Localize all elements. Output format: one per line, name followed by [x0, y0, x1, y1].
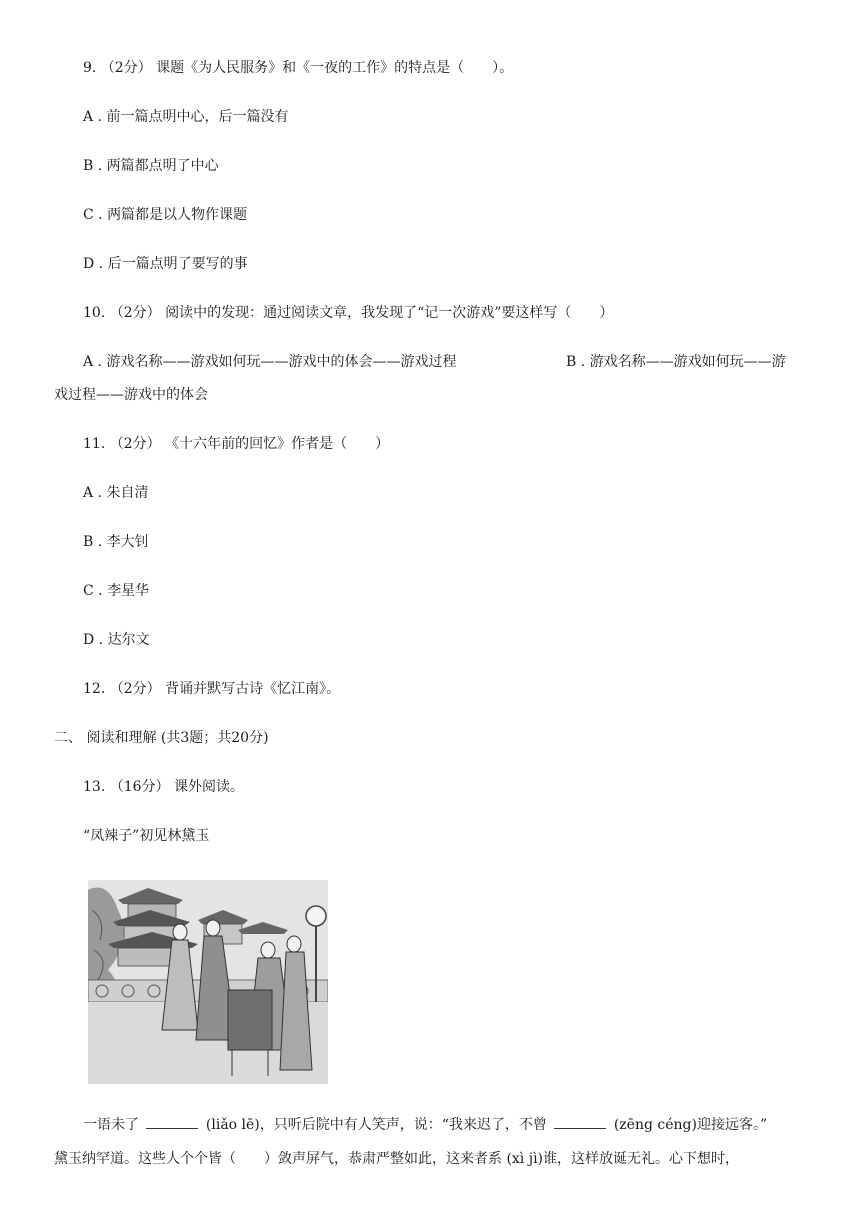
- passage-paragraph-line-1: [83, 1114, 767, 1135]
- passage-segment-3: (zēng céng)迎接远客。”: [613, 1117, 768, 1133]
- q11-option-d: D . 达尔文: [83, 632, 150, 648]
- q11-option-b: B . 李大钊: [83, 534, 149, 550]
- q9-option-a: A . 前一篇点明中心，后一篇没有: [83, 109, 289, 125]
- q10-option-b-continued: 戏过程——游戏中的体会: [54, 387, 208, 403]
- q10-stem: 10. （2分） 阅读中的发现：通过阅读文章，我发现了“记一次游戏”要这样写（ ）: [83, 305, 614, 321]
- passage-illustration: [88, 880, 328, 1084]
- q9-stem: 9. （2分） 课题《为人民服务》和《一夜的工作》的特点是（ ）。: [83, 60, 514, 76]
- q9-option-d: D . 后一篇点明了要写的事: [83, 256, 248, 272]
- passage-segment-2: (liǎo lē)，只听后院中有人笑声，说：“我来迟了，不曾: [205, 1117, 547, 1133]
- passage-segment-1: 一语未了: [83, 1117, 139, 1133]
- q11-stem: 11. （2分） 《十六年前的回忆》作者是（ ）: [83, 436, 390, 452]
- q10-option-a: A . 游戏名称——游戏如何玩——游戏中的体会——游戏过程: [83, 354, 457, 370]
- q12-stem: 12. （2分） 背诵并默写古诗《忆江南》。: [83, 681, 341, 697]
- q9-option-c: C . 两篇都是以人物作课题: [83, 207, 248, 223]
- q9-option-b: B . 两篇都点明了中心: [83, 158, 219, 174]
- passage-paragraph-line-2: 黛玉纳罕道。这些人个个皆（ ）敛声屏气，恭肃严整如此，这来者系 (xì jì)谁，这样放诞无礼。心下想时，: [54, 1151, 740, 1167]
- blank-zeng[interactable]: [554, 1114, 606, 1129]
- passage-title: “凤辣子”初见林黛玉: [83, 828, 210, 844]
- q11-option-a: A . 朱自清: [83, 485, 149, 501]
- illustration-drawing: [88, 880, 328, 1084]
- section-2-title: 二、 阅读和理解 (共3题；共20分): [54, 730, 269, 746]
- blank-liao[interactable]: [146, 1114, 198, 1129]
- q13-stem: 13. （16分） 课外阅读。: [83, 779, 244, 795]
- q10-option-b: B . 游戏名称——游戏如何玩——游: [566, 354, 786, 370]
- q11-option-c: C . 李星华: [83, 583, 150, 599]
